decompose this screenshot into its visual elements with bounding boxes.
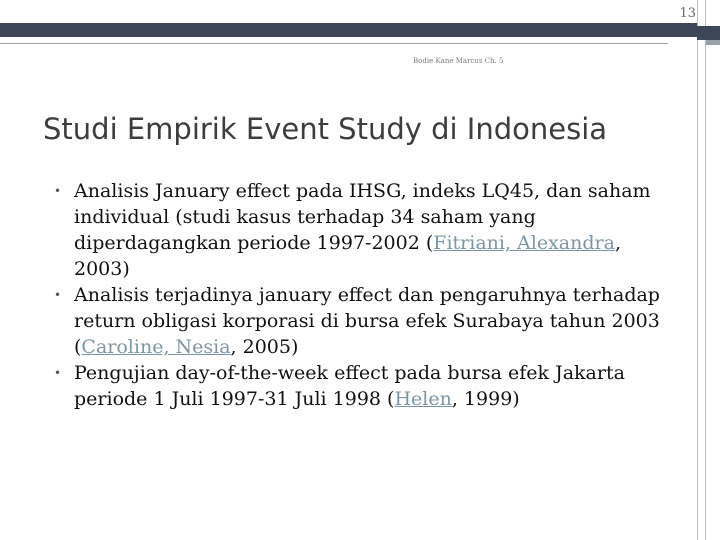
bullet-item-2 <box>54 282 674 360</box>
bullet-list <box>54 178 674 412</box>
side-rule-right <box>705 0 706 540</box>
bullet-text: Analisis terjadinya january effect dan pengaruhnya terhadap return obligasi korporasi di bursa efek Surabaya tahun 2003 ( <box>74 284 660 358</box>
bullet-dot: • <box>54 184 62 198</box>
bullet-text-end: , 1999) <box>451 388 520 410</box>
citation-link-fitriani[interactable]: Fitriani, Alexandra <box>433 232 615 254</box>
bullet-text-end: , 2003) <box>74 232 621 280</box>
side-accent-light <box>706 40 720 45</box>
bullet-dot: • <box>54 366 62 380</box>
bullet-text: Pengujian day-of-the-week effect pada bursa efek Jakarta periode 1 Juli 1997-31 Juli 1998 ( <box>74 362 625 410</box>
header-bar <box>0 23 697 37</box>
side-accent-dark <box>697 26 720 40</box>
citation-link-caroline[interactable]: Caroline, Nesia <box>81 336 231 358</box>
slide-footer: Bodie Kane Marcus Ch. 5 <box>413 57 504 65</box>
bullet-text-end: , 2005) <box>230 336 299 358</box>
slide-number: 13 <box>679 6 696 21</box>
side-rule-left <box>697 0 698 540</box>
bullet-text: Analisis January effect pada IHSG, indeks LQ45, dan saham individual (studi kasus terhadap 34 saham yang diperdagangkan periode 1997-2002 ( <box>74 180 651 254</box>
bullet-dot: • <box>54 288 62 302</box>
bullet-item-3 <box>54 360 674 412</box>
bullet-item-1 <box>54 178 674 282</box>
citation-link-helen[interactable]: Helen <box>394 388 452 410</box>
slide-title: Studi Empirik Event Study di Indonesia <box>43 112 608 146</box>
header-rule <box>0 43 668 44</box>
